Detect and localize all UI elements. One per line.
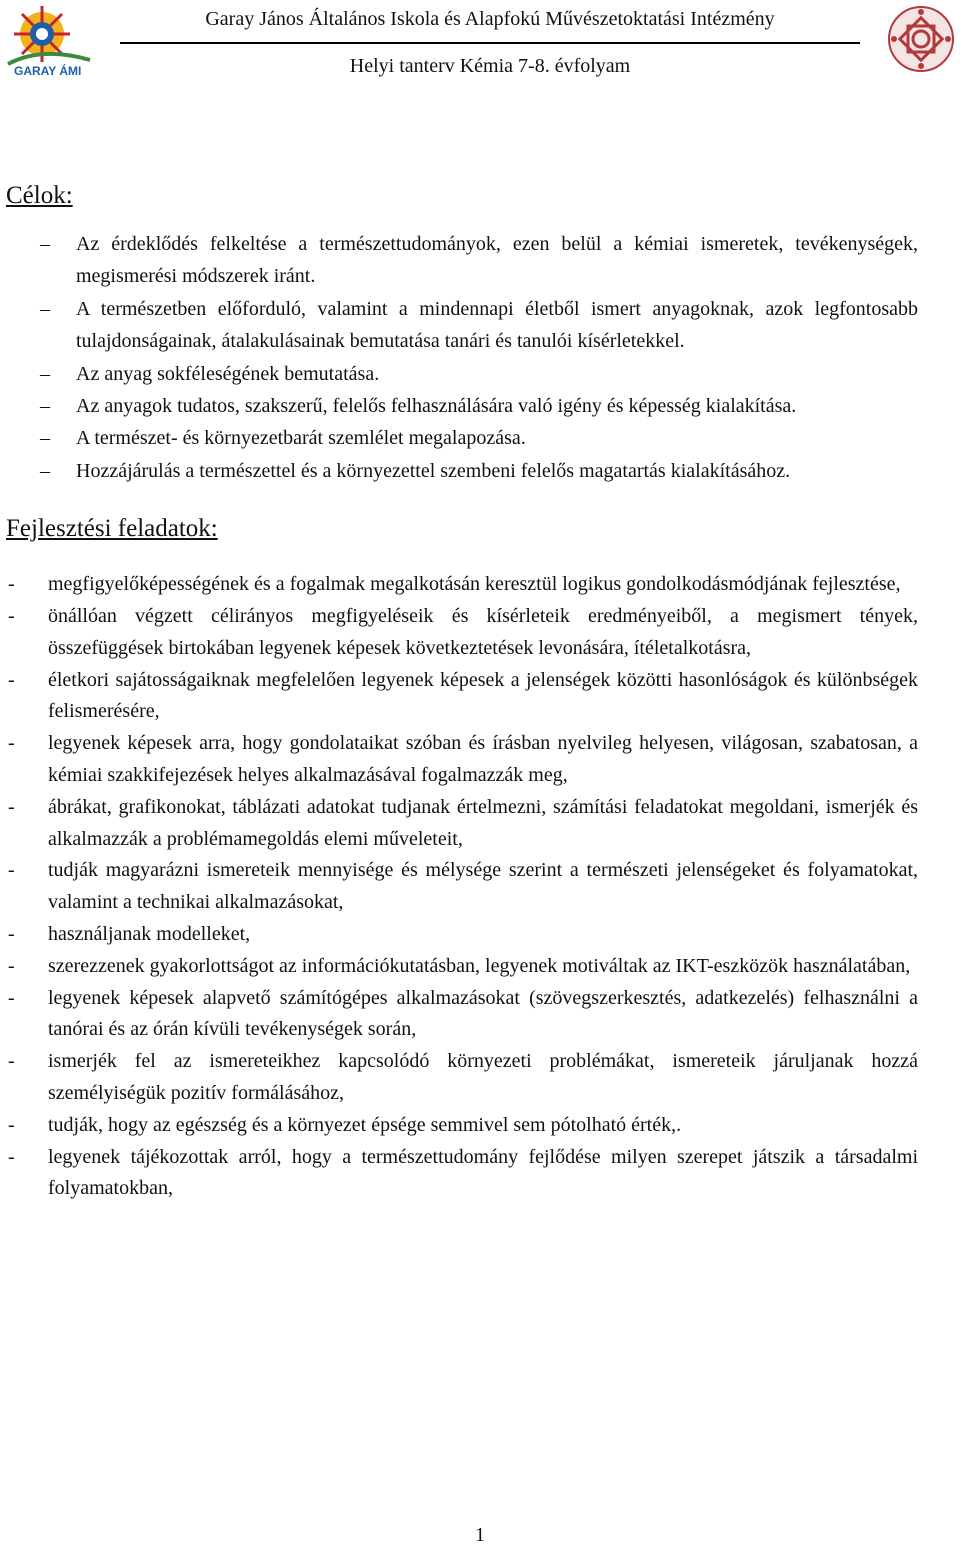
list-item: - legyenek tájékozottak arról, hogy a természettudomány fejlődése milyen szerepet játszik a társadalmi folyamatokban, bbox=[0, 1142, 960, 1206]
list-item: - megfigyelőképességének és a fogalmak megalkotásán keresztül logikus gondolkodásmódjának fejlesztése, bbox=[0, 569, 960, 601]
header-divider bbox=[120, 42, 860, 44]
page-header bbox=[0, 0, 960, 90]
dash-bullet: - bbox=[8, 795, 15, 818]
dash-bullet: - bbox=[8, 573, 15, 596]
list-item: - legyenek képesek alapvető számítógépes alkalmazásokat (szövegszerkesztés, adatkezelés) felhasználni a tanórai és az órán kívüli tevékenységek során, bbox=[0, 983, 960, 1047]
dash-bullet: - bbox=[8, 1050, 15, 1073]
dash-bullet: - bbox=[8, 1145, 15, 1168]
dash-bullet: – bbox=[40, 362, 50, 385]
development-heading: Fejlesztési feladatok: bbox=[6, 515, 218, 543]
dash-bullet: – bbox=[40, 395, 50, 418]
dash-bullet: - bbox=[8, 986, 15, 1009]
list-item: – Hozzájárulás a természettel és a környezettel szembeni felelős magatartás kialakításához. bbox=[0, 455, 960, 487]
dash-bullet: - bbox=[8, 732, 15, 755]
list-item: – Az anyagok tudatos, szakszerű, felelős felhasználására való igény és képesség kialakítása. bbox=[0, 390, 960, 422]
school-name: Garay János Általános Iskola és Alapfokú Művészetoktatási Intézmény bbox=[205, 8, 775, 30]
dash-bullet: – bbox=[40, 297, 50, 320]
list-item: - ismerjék fel az ismereteikhez kapcsolódó környezeti problémákat, ismereteik járuljanak hozzá személyiségük pozitív formálásához, bbox=[0, 1046, 960, 1110]
list-item: – Az anyag sokféleségének bemutatása. bbox=[0, 358, 960, 390]
list-item: – Az érdeklődés felkeltése a természettudományok, ezen belül a kémiai ismeretek, tevékenységek, megismerési módszerek iránt. bbox=[0, 228, 960, 293]
list-item: – A természetben előforduló, valamint a mindennapi életből ismert anyagoknak, azok legfontosabb tulajdonságainak, átalakulásainak bemutatása tanári és tanulói kísérletekkel. bbox=[0, 293, 960, 358]
list-item: - tudják magyarázni ismereteik mennyisége és mélysége szerint a természeti jelenségeket és folyamatokat, valamint a technikai alkalmazásokat, bbox=[0, 855, 960, 919]
goals-heading: Célok: bbox=[6, 182, 73, 209]
list-item: - használjanak modelleket, bbox=[0, 919, 960, 951]
list-item: - életkori sajátosságaiknak megfelelően legyenek képesek a jelenségek közötti hasonlóságok és különbségek felismerésére, bbox=[0, 665, 960, 729]
dash-bullet: - bbox=[8, 859, 15, 882]
dash-bullet: - bbox=[8, 923, 15, 946]
logo-text: GARAY ÁMI bbox=[14, 64, 82, 78]
goals-list bbox=[0, 228, 960, 487]
list-item: – A természet- és környezetbarát szemlélet megalapozása. bbox=[0, 422, 960, 454]
list-item: - önállóan végzett célirányos megfigyeléseik és kísérleteik eredményeiből, a megismert tények, összefüggések birtokában legyenek képesek következtetések levonására, ítéletalkotásra, bbox=[0, 601, 960, 665]
development-list bbox=[0, 569, 960, 1205]
dash-bullet: - bbox=[8, 668, 15, 691]
dash-bullet: – bbox=[40, 427, 50, 450]
knot-emblem-logo bbox=[886, 4, 956, 74]
curriculum-title: Helyi tanterv Kémia 7-8. évfolyam bbox=[349, 55, 631, 77]
document-body bbox=[0, 178, 960, 1205]
list-item: - szerezzenek gyakorlottságot az információkutatásban, legyenek motiváltak az IKT-eszközök használatában, bbox=[0, 951, 960, 983]
list-item: - tudják, hogy az egészség és a környezet épsége semmivel sem pótolható érték,. bbox=[0, 1110, 960, 1142]
page-number: 1 bbox=[475, 1524, 485, 1546]
list-item: - ábrákat, grafikonokat, táblázati adatokat tudjanak értelmezni, számítási feladatokat megoldani, ismerjék és alkalmazzák a problémamegoldás elemi műveleteit, bbox=[0, 792, 960, 856]
school-logo bbox=[2, 2, 98, 78]
list-item: - legyenek képesek arra, hogy gondolataikat szóban és írásban nyelvileg helyesen, világosan, szabatosan, a kémiai szakkifejezések helyes alkalmazásával fogalmazzák meg, bbox=[0, 728, 960, 792]
dash-bullet: - bbox=[8, 605, 15, 628]
dash-bullet: – bbox=[40, 459, 50, 482]
dash-bullet: – bbox=[40, 233, 50, 255]
dash-bullet: - bbox=[8, 954, 15, 977]
dash-bullet: - bbox=[8, 1113, 15, 1136]
